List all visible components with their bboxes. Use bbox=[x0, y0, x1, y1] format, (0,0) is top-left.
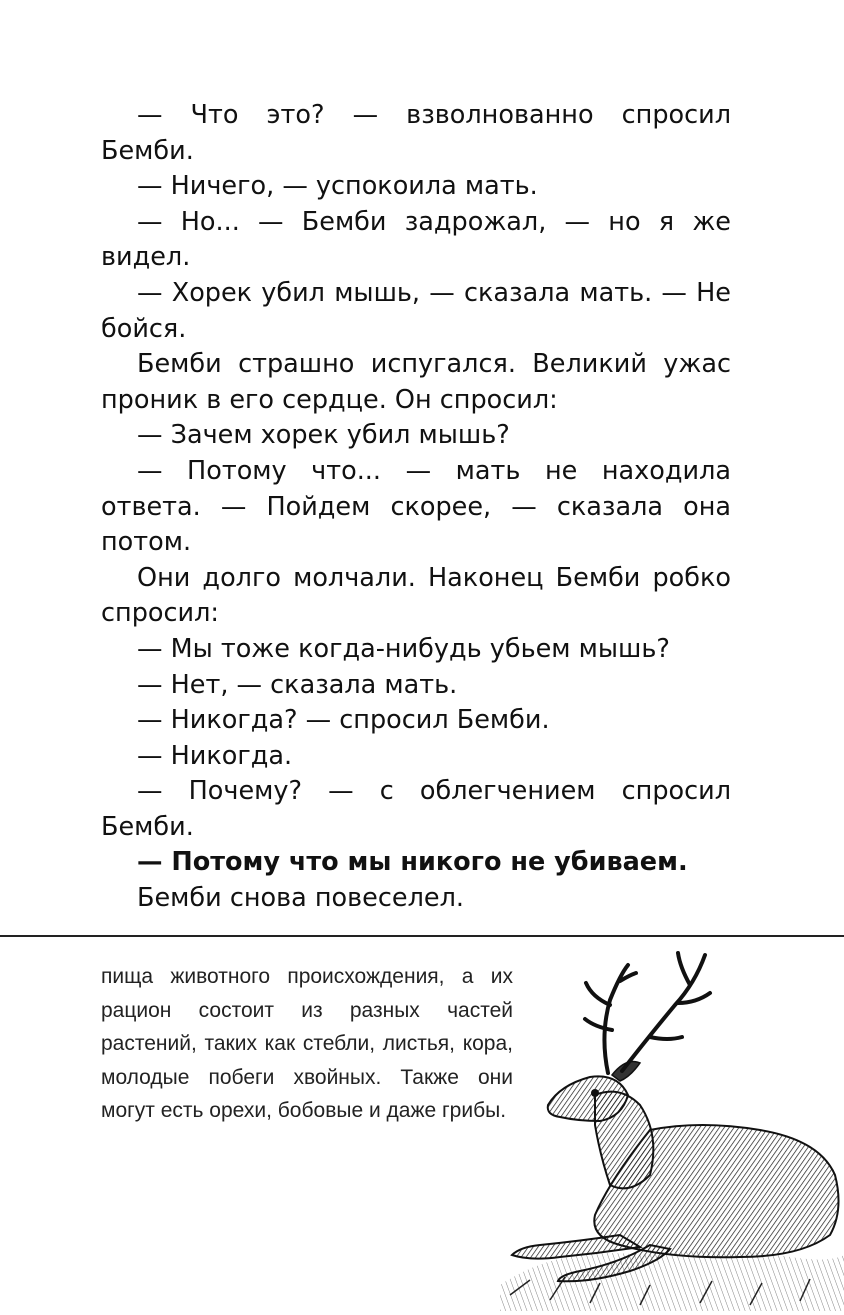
story-paragraph: — Потому что... — мать не находила ответа. — Пойдем скорее, — сказала она потом. bbox=[101, 455, 731, 558]
story-paragraph: Бемби страшно испугался. Великий ужас проник в его сердце. Он спросил: bbox=[101, 349, 731, 415]
story-paragraph: — Зачем хорек убил мышь? bbox=[137, 420, 510, 451]
story-text bbox=[101, 98, 731, 917]
story-paragraph: — Что это? — взволнованно спросил Бемби. bbox=[101, 100, 731, 166]
story-paragraph: — Ничего, — успокоила мать. bbox=[137, 171, 538, 202]
story-paragraph: — Почему? — с облегчением спросил Бемби. bbox=[101, 776, 731, 842]
info-sidebar bbox=[101, 960, 513, 1128]
story-paragraph: — Но... — Бемби задрожал, — но я же видел. bbox=[101, 206, 731, 273]
info-sidebar-text: пища животного происхождения, а их рацион состоит из разных частей растений, таких как стебли, листья, кора, молодые побеги хвойных. Также они могут есть орехи, бобовые и даже грибы. bbox=[101, 965, 513, 1123]
story-paragraph: Они долго молчали. Наконец Бемби робко спросил: bbox=[101, 562, 731, 629]
story-paragraph: — Мы тоже когда-нибудь убьем мышь? bbox=[137, 633, 670, 664]
story-paragraph: — Никогда. bbox=[137, 740, 293, 771]
story-paragraph-emphasis: — Потому что мы никого не убиваем. bbox=[137, 847, 688, 878]
story-paragraph: — Никогда? — спросил Бемби. bbox=[137, 705, 550, 736]
lying-deer-engraving-icon bbox=[500, 945, 844, 1311]
story-paragraph: — Хорек убил мышь, — сказала мать. — Не бойся. bbox=[101, 277, 731, 344]
story-paragraph: Бемби снова повеселел. bbox=[137, 883, 464, 914]
deer-illustration bbox=[500, 945, 844, 1311]
section-divider bbox=[0, 935, 844, 937]
story-paragraph: — Нет, — сказала мать. bbox=[137, 669, 458, 700]
